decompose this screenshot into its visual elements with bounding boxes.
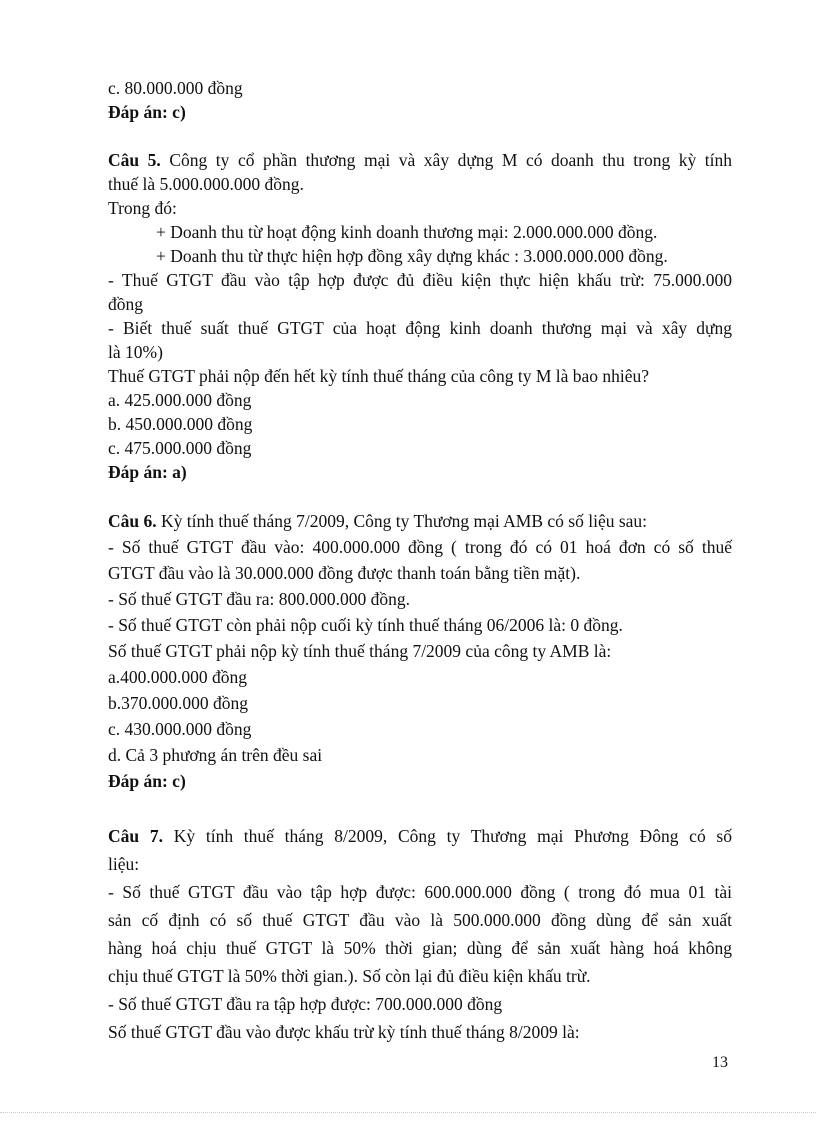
paragraph-line: - Số thuế GTGT đầu vào: 400.000.000 đồng ( trong đó có 01 hoá đơn có số thuế <box>108 537 732 557</box>
paragraph-line: - Số thuế GTGT đầu ra: 800.000.000 đồng. <box>108 589 411 609</box>
answer: Đáp án: c) <box>108 102 186 122</box>
page-edge-divider <box>0 1112 816 1113</box>
paragraph-line: Trong đó: <box>108 198 177 218</box>
paragraph-line: chịu thuế GTGT là 50% thời gian.). Số còn lại đủ điều kiện khấu trừ. <box>108 966 591 986</box>
option-b: b.370.000.000 đồng <box>108 693 248 713</box>
option-d: d. Cả 3 phương án trên đều sai <box>108 745 323 765</box>
option-b: b. 450.000.000 đồng <box>108 414 253 434</box>
option-c: c. 430.000.000 đồng <box>108 719 252 739</box>
paragraph-line: - Số thuế GTGT đầu vào tập hợp được: 600.000.000 đồng ( trong đó mua 01 tài <box>108 882 732 902</box>
paragraph-line: đồng <box>108 294 143 314</box>
question-7: Câu 7. Kỳ tính thuế tháng 8/2009, Công ty Thương mại Phương Đông có số <box>108 826 732 846</box>
paragraph-line: GTGT đầu vào là 30.000.000 đồng được thanh toán bằng tiền mặt). <box>108 563 581 583</box>
question-label: Câu 7. <box>108 826 163 846</box>
question-5: Câu 5. Công ty cổ phần thương mại và xây dựng M có doanh thu trong kỳ tính <box>108 150 732 170</box>
option-c: c. 475.000.000 đồng <box>108 438 252 458</box>
paragraph-line: liệu: <box>108 854 140 874</box>
question-text: Thuế GTGT phải nộp đến hết kỳ tính thuế tháng của công ty M là bao nhiêu? <box>108 366 650 386</box>
paragraph-line: sản cố định có số thuế GTGT đầu vào là 500.000.000 đồng dùng để sản xuất <box>108 910 732 930</box>
paragraph-line: hàng hoá chịu thuế GTGT là 50% thời gian; dùng để sản xuất hàng hoá không <box>108 938 732 958</box>
option-c: c. 80.000.000 đồng <box>108 78 243 98</box>
paragraph-line: - Số thuế GTGT đầu ra tập hợp được: 700.000.000 đồng <box>108 994 503 1014</box>
question-text: Số thuế GTGT đầu vào được khấu trừ kỳ tính thuế tháng 8/2009 là: <box>108 1022 580 1042</box>
answer: Đáp án: a) <box>108 462 187 482</box>
page-number: 13 <box>712 1054 728 1071</box>
bullet-item: + Doanh thu từ thực hiện hợp đồng xây dựng khác : 3.000.000.000 đồng. <box>156 246 668 266</box>
answer: Đáp án: c) <box>108 771 186 791</box>
paragraph-line: - Biết thuế suất thuế GTGT của hoạt động kinh doanh thương mại và xây dựng <box>108 318 732 338</box>
paragraph-line: - Thuế GTGT đầu vào tập hợp được đủ điều kiện thực hiện khấu trừ: 75.000.000 <box>108 270 732 290</box>
question-6: Câu 6. Kỳ tính thuế tháng 7/2009, Công ty Thương mại AMB có số liệu sau: <box>108 511 648 531</box>
question-label: Câu 6. <box>108 511 157 531</box>
option-a: a.400.000.000 đồng <box>108 667 248 687</box>
paragraph-line: thuế là 5.000.000.000 đồng. <box>108 174 304 194</box>
document-page <box>108 76 732 1046</box>
question-text: Số thuế GTGT phải nộp kỳ tính thuế tháng 7/2009 của công ty AMB là: <box>108 641 612 661</box>
paragraph-line: - Số thuế GTGT còn phải nộp cuối kỳ tính thuế tháng 06/2006 là: 0 đồng. <box>108 615 623 635</box>
paragraph-line: là 10%) <box>108 342 163 362</box>
question-label: Câu 5. <box>108 150 161 170</box>
option-a: a. 425.000.000 đồng <box>108 390 252 410</box>
bullet-item: + Doanh thu từ hoạt động kinh doanh thương mại: 2.000.000.000 đồng. <box>156 222 658 242</box>
